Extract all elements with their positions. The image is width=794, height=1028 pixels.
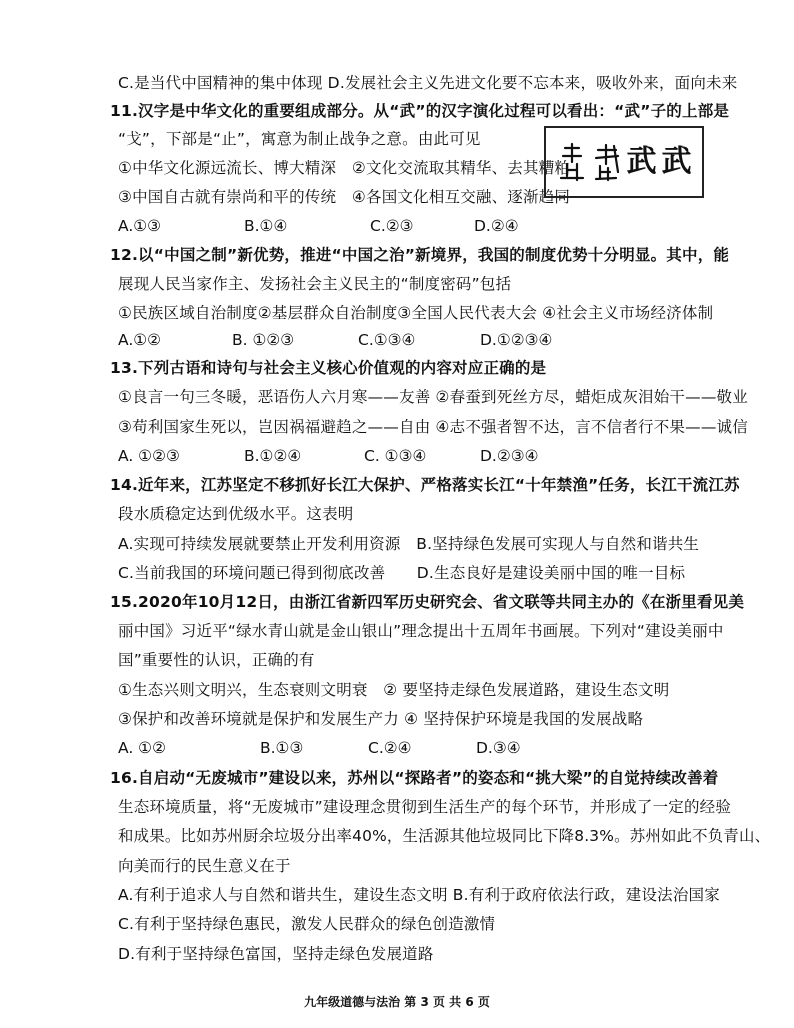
wu-glyph-seal: 武 bbox=[626, 144, 657, 179]
q15-statements-12: ①生态兴则文明兴，生态衰则文明衰 ② 要坚持走绿色发展道路，建设生态文明 bbox=[118, 681, 670, 699]
q15-option-c[interactable]: C.②④ bbox=[368, 739, 412, 757]
wu-character-evolution-image bbox=[544, 126, 704, 198]
q13-stem: 13.下列古语和诗句与社会主义核心价值观的内容对应正确的是 bbox=[110, 359, 547, 377]
page-footer: 九年级道德与法治 第 3 页 共 6 页 bbox=[304, 995, 490, 1009]
q11-stem-line2: “戈”，下部是“止”，寓意为制止战争之意。由此可见 bbox=[118, 130, 481, 148]
q15-statements-34: ③保护和改善环境就是保护和发展生产力 ④ 坚持保护环境是我国的发展战略 bbox=[118, 710, 644, 728]
q15-option-d[interactable]: D.③④ bbox=[476, 739, 521, 757]
q14-options-ab[interactable]: A.实现可持续发展就要禁止开发利用资源 B.坚持绿色发展可实现人与自然和谐共生 bbox=[118, 535, 700, 553]
q11-statements-12: ①中华文化源远流长、博大精深 ②文化交流取其精华、去其糟粕 bbox=[118, 159, 571, 177]
q13-statements-34: ③苟利国家生死以，岂因祸福避趋之——自由 ④志不强者智不达，言不信者行不果——诚信 bbox=[118, 418, 748, 436]
q13-option-b[interactable]: B.①②④ bbox=[244, 447, 302, 465]
q13-option-c[interactable]: C. ①③④ bbox=[364, 447, 427, 465]
q12-option-a[interactable]: A.①② bbox=[118, 331, 162, 349]
q11-option-b[interactable]: B.①④ bbox=[244, 217, 288, 235]
wu-glyph-modern: 武 bbox=[661, 144, 692, 179]
q16-stem-line3: 和成果。比如苏州厨余垃圾分出率40%，生活源其他垃圾同比下降8.3%。苏州如此不负青山、 bbox=[118, 827, 771, 845]
q15-option-b[interactable]: B.①③ bbox=[260, 739, 304, 757]
q12-option-d[interactable]: D.①②③④ bbox=[480, 331, 553, 349]
q11-option-a[interactable]: A.①③ bbox=[118, 217, 162, 235]
q15-stem-line2: 丽中国》习近平“绿水青山就是金山银山”理念提出十五周年书画展。下列对“建设美丽中 bbox=[118, 622, 724, 640]
q12-stem-line2: 展现人民当家作主、发扬社会主义民主的“制度密码”包括 bbox=[118, 275, 512, 293]
q15-stem-line3: 国”重要性的认识，正确的有 bbox=[118, 651, 315, 669]
q13-option-a[interactable]: A. ①②③ bbox=[118, 447, 180, 465]
q16-option-c[interactable]: C.有利于坚持绿色惠民，激发人民群众的绿色创造激情 bbox=[118, 915, 496, 933]
q15-option-a[interactable]: A. ①② bbox=[118, 739, 166, 757]
q11-statements-34: ③中国自古就有崇尚和平的传统 ④各国文化相互交融、逐渐趋同 bbox=[118, 188, 571, 206]
q13-statements-12: ①良言一句三冬暖，恶语伤人六月寒——友善 ②春蚕到死丝方尽，蜡炬成灰泪始干——敬业 bbox=[118, 388, 748, 406]
q12-statements: ①民族区域自治制度②基层群众自治制度③全国人民代表大会 ④社会主义市场经济体制 bbox=[118, 304, 714, 322]
q11-stem-line1: 11.汉字是中华文化的重要组成部分。从“武”的汉字演化过程可以看出：“武”子的上部是 bbox=[110, 102, 730, 120]
q16-options-ab[interactable]: A.有利于追求人与自然和谐共生，建设生态文明 B.有利于政府依法行政，建设法治国家 bbox=[118, 886, 720, 904]
q15-stem-line1: 15.2020年10月12日，由浙江省新四军历史研究会、省文联等共同主办的《在浙里看见美 bbox=[110, 593, 745, 611]
q16-stem-line4: 向美而行的民生意义在于 bbox=[118, 857, 291, 875]
q14-stem-line1: 14.近年来，江苏坚定不移抓好长江大保护、严格落实长江“十年禁渔”任务，长江干流江苏 bbox=[110, 476, 740, 494]
q12-stem-line1: 12.以“中国之制”新优势，推进“中国之治”新境界，我国的制度优势十分明显。其中，能 bbox=[110, 246, 730, 264]
q12-option-b[interactable]: B. ①②③ bbox=[232, 331, 295, 349]
q16-stem-line1: 16.自启动“无废城市”建设以来，苏州以“探路者”的姿态和“挑大梁”的自觉持续改善着 bbox=[110, 769, 719, 787]
q11-option-c[interactable]: C.②③ bbox=[370, 217, 414, 235]
q13-option-d[interactable]: D.②③④ bbox=[480, 447, 539, 465]
q14-options-cd[interactable]: C.当前我国的环境问题已得到彻底改善 D.生态良好是建设美丽中国的唯一目标 bbox=[118, 564, 686, 582]
q11-option-d[interactable]: D.②④ bbox=[474, 217, 519, 235]
ancient-wu-glyph-2-icon bbox=[592, 142, 622, 182]
q16-option-d[interactable]: D.有利于坚持绿色富国，坚持走绿色发展道路 bbox=[118, 945, 434, 963]
q14-stem-line2: 段水质稳定达到优级水平。这表明 bbox=[118, 505, 354, 523]
ancient-wu-glyph-1-icon bbox=[557, 142, 587, 182]
q12-option-c[interactable]: C.①③④ bbox=[358, 331, 416, 349]
q10-option-cd: C.是当代中国精神的集中体现 D.发展社会主义先进文化要不忘本来，吸收外来，面向未来 bbox=[118, 74, 738, 92]
q16-stem-line2: 生态环境质量，将“无废城市”建设理念贯彻到生活生产的每个环节，并形成了一定的经验 bbox=[118, 798, 732, 816]
